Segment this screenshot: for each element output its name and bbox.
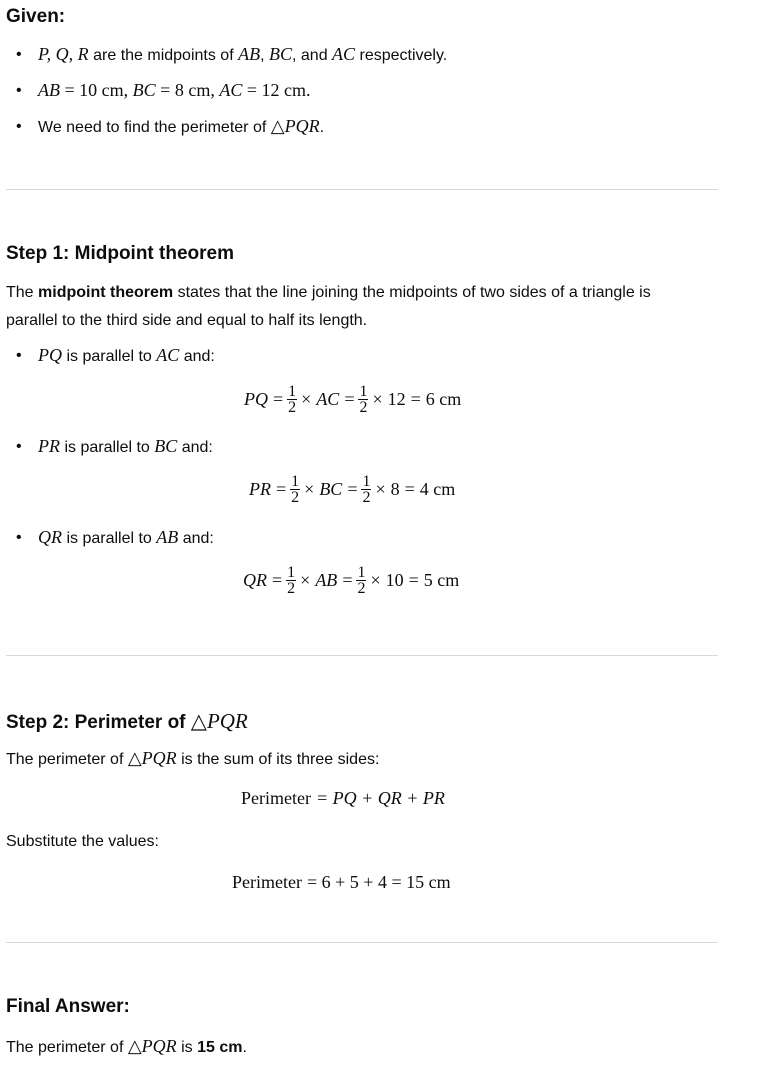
section-divider [6, 189, 718, 190]
fraction-half: $\frac{1}{2}$ [357, 564, 366, 597]
section-divider [6, 655, 718, 656]
bullet-dot: • [16, 82, 22, 99]
equation-pq: PQ = $\frac{1}{2}$ × AC = $\frac{1}{2}$ × 12 = 6 cm [244, 383, 462, 416]
fraction-half: $\frac{1}{2}$ [291, 473, 300, 506]
final-answer: The perimeter of △PQR is 15 cm. [6, 1036, 247, 1056]
equation-perimeter-sum: Perimeter = PQ + QR + PR [241, 788, 445, 808]
step2-heading: Step 2: Perimeter of △PQR [6, 709, 248, 733]
step1-heading: Step 1: Midpoint theorem [6, 243, 234, 264]
given-heading: Given: [6, 6, 66, 27]
bullet-dot: • [16, 118, 22, 135]
section-divider [6, 942, 718, 943]
given-item-midpoints: P, Q, R are the midpoints of AB, BC, and AC respectively. [38, 44, 448, 64]
equation-pr: PR = $\frac{1}{2}$ × BC = $\frac{1}{2}$ × 8 = 4 cm [249, 473, 456, 506]
bullet-dot: • [16, 347, 22, 364]
step2-intro: The perimeter of △PQR is the sum of its three sides: [6, 748, 380, 768]
fraction-half: $\frac{1}{2}$ [287, 564, 296, 597]
bullet-dot: • [16, 438, 22, 455]
substitute-text: Substitute the values: [6, 833, 159, 850]
fraction-half: $\frac{1}{2}$ [288, 383, 297, 416]
bullet-dot: • [16, 46, 22, 63]
equation-qr: QR = $\frac{1}{2}$ × AB = $\frac{1}{2}$ × 10 = 5 cm [243, 564, 460, 597]
step1-item-qr: QR is parallel to AB and: [38, 527, 214, 547]
step1-intro-line1: The midpoint theorem states that the line joining the midpoints of two sides of a triangle is [6, 284, 651, 301]
given-item-goal: We need to find the perimeter of △PQR. [38, 116, 325, 136]
step1-intro-line2: parallel to the third side and equal to half its length. [6, 312, 368, 329]
answer-value: 15 cm [197, 1039, 243, 1056]
step1-item-pr: PR is parallel to BC and: [38, 436, 213, 456]
step1-item-pq: PQ is parallel to AC and: [38, 345, 215, 365]
fraction-half: $\frac{1}{2}$ [362, 473, 371, 506]
fraction-half: $\frac{1}{2}$ [359, 383, 368, 416]
final-heading: Final Answer: [6, 996, 130, 1017]
given-item-lengths: AB = 10 cm, BC = 8 cm, AC = 12 cm. [38, 80, 311, 100]
equation-perimeter-value: Perimeter = 6 + 5 + 4 = 15 cm [232, 872, 451, 892]
bullet-dot: • [16, 529, 22, 546]
